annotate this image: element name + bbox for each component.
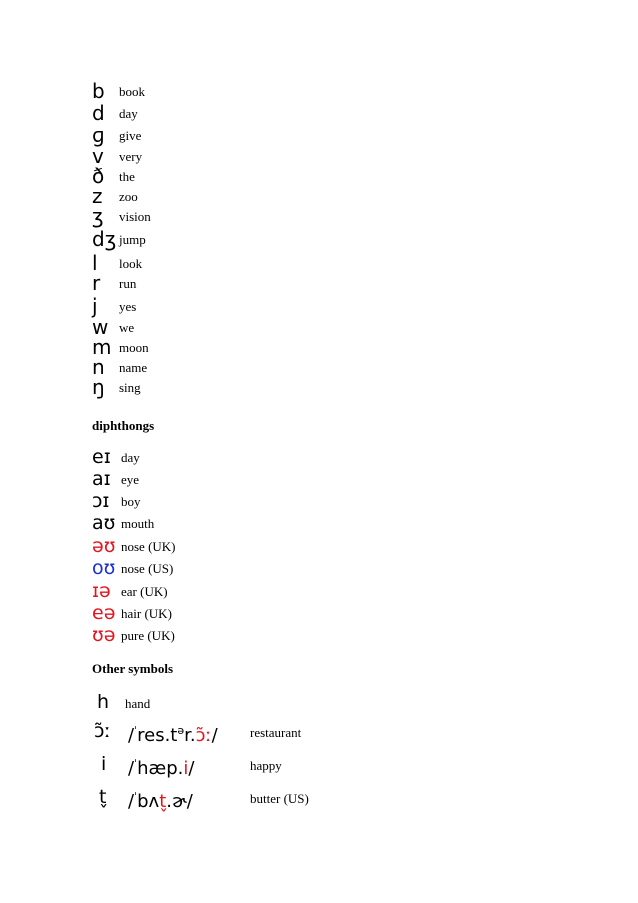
example-word: happy — [250, 758, 282, 773]
ipa-symbol: d — [92, 101, 105, 125]
slash-close: / — [188, 758, 195, 779]
example-word: nose (US) — [121, 561, 174, 576]
example-word: the — [119, 169, 135, 184]
example-word: very — [119, 149, 143, 164]
ipa-symbol: oʊ — [92, 557, 116, 579]
ipa-symbol: z — [92, 184, 103, 208]
ipa-symbol: b — [92, 79, 105, 103]
ipa-symbol: aʊ — [92, 512, 116, 534]
example-word: eye — [121, 472, 140, 487]
slash-open: / — [128, 758, 135, 779]
transcription-part: hæp. — [137, 758, 184, 779]
superscript-schwa: ə — [177, 724, 185, 737]
transcription-part: .ɚ — [166, 791, 187, 812]
example-word: sing — [119, 380, 141, 395]
example-word: zoo — [119, 189, 138, 204]
example-word: vision — [119, 209, 151, 224]
ipa-symbol: v — [92, 144, 104, 168]
ipa-symbol: l — [92, 251, 98, 275]
ipa-symbol: ð — [92, 164, 105, 188]
ipa-symbol: ʒ — [92, 204, 104, 228]
stress-mark: ˈ — [134, 724, 138, 737]
example-word: butter (US) — [250, 791, 309, 806]
ipa-symbol: h — [97, 691, 110, 713]
ipa-symbol: m — [92, 335, 112, 359]
ipa-symbol: w — [92, 315, 109, 339]
ipa-symbol: ɔ̃ː — [94, 720, 111, 742]
ipa-symbol: t̬ — [99, 786, 107, 808]
ipa-symbol: ŋ — [92, 375, 105, 399]
ipa-symbol: ʊə — [92, 624, 116, 646]
ipa-symbol: j — [92, 294, 98, 318]
example-word: day — [121, 450, 140, 465]
example-word: jump — [119, 232, 146, 247]
highlighted-sound: ɔ̃ː — [195, 725, 212, 746]
ipa-symbol: əʊ — [92, 535, 116, 557]
ipa-symbol: ɪə — [92, 580, 111, 602]
ipa-symbol: r — [92, 271, 101, 295]
transcription — [128, 786, 193, 813]
ipa-symbol: i — [101, 753, 107, 775]
diphthongs-heading: diphthongs — [92, 418, 155, 433]
example-word: pure (UK) — [121, 628, 175, 643]
ipa-symbol: aɪ — [92, 468, 111, 490]
example-word: ear (UK) — [121, 584, 168, 599]
ipa-symbol: ɔɪ — [92, 490, 110, 512]
transcription-part: r. — [184, 725, 196, 746]
example-word: name — [119, 360, 148, 375]
example-word: restaurant — [250, 725, 302, 740]
example-word: moon — [119, 340, 149, 355]
transcription-part: bʌ — [137, 791, 160, 812]
ipa-symbol: n — [92, 355, 105, 379]
example-word: look — [119, 256, 143, 271]
slash-open: / — [128, 791, 135, 812]
example-word: nose (UK) — [121, 539, 176, 554]
stress-mark: ˈ — [134, 757, 138, 770]
slash-close: / — [186, 791, 193, 812]
example-word: boy — [121, 494, 141, 509]
ipa-symbol: eə — [92, 602, 116, 624]
example-word: hand — [125, 696, 151, 711]
highlighted-sound: i — [183, 758, 189, 779]
other-symbols-heading: Other symbols — [92, 661, 174, 676]
transcription — [128, 753, 194, 780]
example-word: mouth — [121, 516, 155, 531]
example-word: yes — [119, 299, 137, 314]
example-word: book — [119, 84, 145, 99]
transcription-part: res.t — [137, 725, 178, 746]
example-word: day — [119, 106, 138, 121]
example-word: hair (UK) — [121, 606, 172, 621]
example-word: give — [119, 128, 142, 143]
stress-mark: ˈ — [134, 790, 138, 803]
transcription — [128, 720, 218, 747]
ipa-symbol: dʒ — [92, 227, 117, 251]
highlighted-sound: t̬ — [159, 791, 167, 812]
example-word: we — [119, 320, 135, 335]
example-word: run — [119, 276, 137, 291]
ipa-symbol: ɡ — [92, 123, 105, 147]
ipa-symbol: eɪ — [92, 446, 111, 468]
slash-close: / — [211, 725, 218, 746]
slash-open: / — [128, 725, 135, 746]
